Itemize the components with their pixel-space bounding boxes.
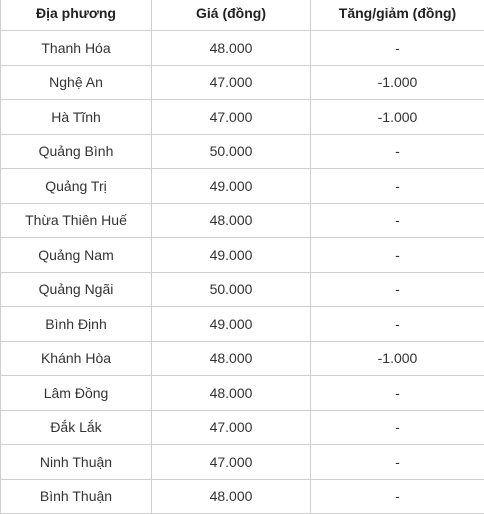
price-cell: 47.000 bbox=[152, 65, 311, 100]
change-cell: - bbox=[311, 31, 484, 66]
price-cell: 50.000 bbox=[152, 272, 311, 307]
price-cell: 48.000 bbox=[152, 203, 311, 238]
region-cell: Quảng Ngãi bbox=[1, 272, 152, 307]
table-row bbox=[1, 307, 484, 342]
region-cell: Lâm Đồng bbox=[1, 376, 152, 411]
price-cell: 48.000 bbox=[152, 376, 311, 411]
change-cell: - bbox=[311, 445, 484, 480]
price-cell: 47.000 bbox=[152, 410, 311, 445]
region-cell: Quảng Trị bbox=[1, 169, 152, 204]
region-cell: Bình Định bbox=[1, 307, 152, 342]
header-region: Địa phương bbox=[1, 0, 152, 31]
table-row bbox=[1, 376, 484, 411]
table-row bbox=[1, 65, 484, 100]
change-cell: - bbox=[311, 272, 484, 307]
price-cell: 47.000 bbox=[152, 100, 311, 135]
table-row bbox=[1, 100, 484, 135]
price-cell: 49.000 bbox=[152, 307, 311, 342]
table-body bbox=[1, 31, 484, 514]
table-row bbox=[1, 134, 484, 169]
price-cell: 48.000 bbox=[152, 479, 311, 514]
price-cell: 47.000 bbox=[152, 445, 311, 480]
region-cell: Nghệ An bbox=[1, 65, 152, 100]
table-row bbox=[1, 203, 484, 238]
table-header bbox=[1, 0, 484, 31]
region-cell: Hà Tĩnh bbox=[1, 100, 152, 135]
header-price: Giá (đồng) bbox=[152, 0, 311, 31]
change-cell: - bbox=[311, 307, 484, 342]
region-cell: Đắk Lắk bbox=[1, 410, 152, 445]
header-change: Tăng/giảm (đồng) bbox=[311, 0, 484, 31]
region-cell: Quảng Nam bbox=[1, 238, 152, 273]
table-row bbox=[1, 479, 484, 514]
change-cell: -1.000 bbox=[311, 341, 484, 376]
price-cell: 49.000 bbox=[152, 169, 311, 204]
region-cell: Bình Thuận bbox=[1, 479, 152, 514]
table-row bbox=[1, 238, 484, 273]
price-cell: 50.000 bbox=[152, 134, 311, 169]
price-cell: 49.000 bbox=[152, 238, 311, 273]
header-row bbox=[1, 0, 484, 31]
region-cell: Ninh Thuận bbox=[1, 445, 152, 480]
price-cell: 48.000 bbox=[152, 31, 311, 66]
change-cell: - bbox=[311, 479, 484, 514]
table-row bbox=[1, 31, 484, 66]
price-cell: 48.000 bbox=[152, 341, 311, 376]
change-cell: - bbox=[311, 169, 484, 204]
table-row bbox=[1, 445, 484, 480]
change-cell: - bbox=[311, 238, 484, 273]
table-row bbox=[1, 169, 484, 204]
region-cell: Quảng Bình bbox=[1, 134, 152, 169]
table-row bbox=[1, 341, 484, 376]
region-cell: Khánh Hòa bbox=[1, 341, 152, 376]
region-cell: Thừa Thiên Huế bbox=[1, 203, 152, 238]
change-cell: - bbox=[311, 376, 484, 411]
change-cell: - bbox=[311, 410, 484, 445]
region-cell: Thanh Hóa bbox=[1, 31, 152, 66]
change-cell: - bbox=[311, 134, 484, 169]
change-cell: -1.000 bbox=[311, 65, 484, 100]
table-row bbox=[1, 272, 484, 307]
change-cell: - bbox=[311, 203, 484, 238]
table-row bbox=[1, 410, 484, 445]
change-cell: -1.000 bbox=[311, 100, 484, 135]
